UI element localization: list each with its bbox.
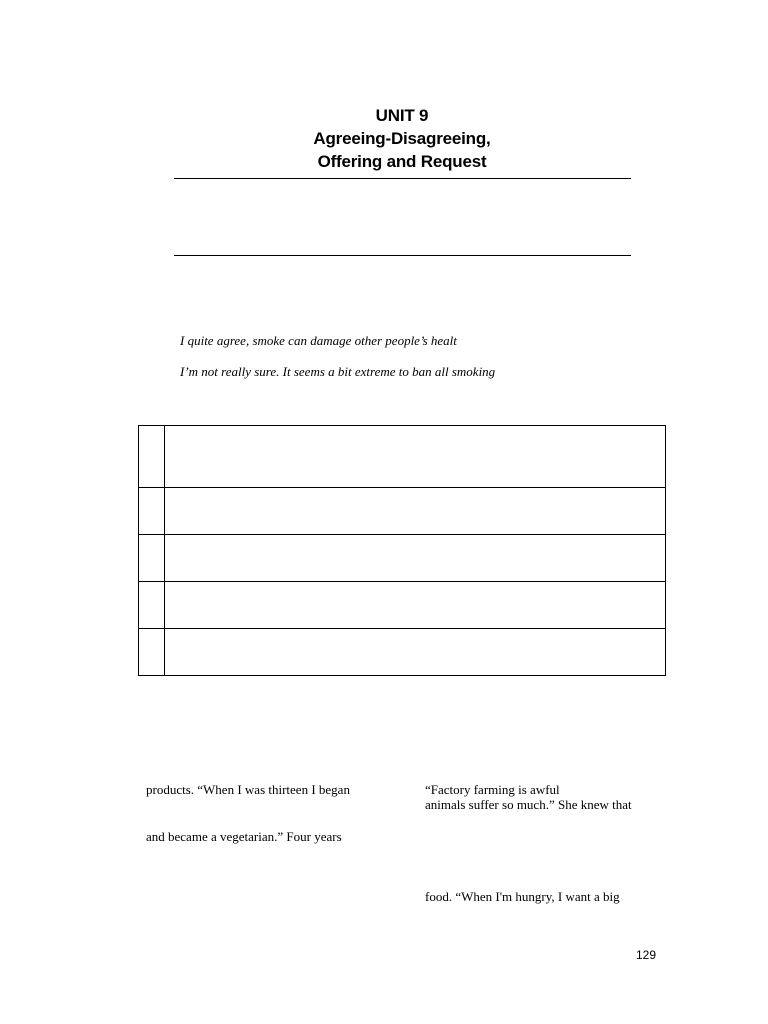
answer-cell [165,426,666,488]
unit-number: UNIT 9 [375,106,429,125]
passage-right-line-3: food. “When I'm hungry, I want a big [425,889,620,904]
answer-cell [165,582,666,629]
passage-left-line-1: products. “When I was thirteen I began [146,782,350,797]
number-cell [139,629,165,676]
passage-right-block-1 [425,782,632,812]
passage-left-line-2: and became a vegetarian.” Four years [146,829,342,844]
example-agree: I quite agree, smoke can damage other people’s healt [180,333,457,348]
number-cell [139,488,165,535]
example-disagree: I’m not really sure. It seems a bit extreme to ban all smoking [180,364,496,379]
answer-cell [165,535,666,582]
passage-right-line-2: animals suffer so much.” She knew that [425,797,632,812]
number-cell [139,582,165,629]
table-row [139,488,666,535]
answer-cell [165,629,666,676]
exercise-table [138,425,666,676]
passage-right-line-1: “Factory farming is awful [425,782,560,797]
table-row [139,582,666,629]
number-cell [139,535,165,582]
unit-title-line-1: Agreeing-Disagreeing, [313,129,491,148]
answer-cell [165,488,666,535]
page-number: 129 [636,948,657,962]
unit-title-block [170,104,634,173]
bottom-divider [174,255,631,256]
table-row [139,426,666,488]
top-divider [174,178,631,179]
unit-title-line-2: Offering and Request [317,152,487,171]
table-row [139,629,666,676]
table-row [139,535,666,582]
number-cell [139,426,165,488]
